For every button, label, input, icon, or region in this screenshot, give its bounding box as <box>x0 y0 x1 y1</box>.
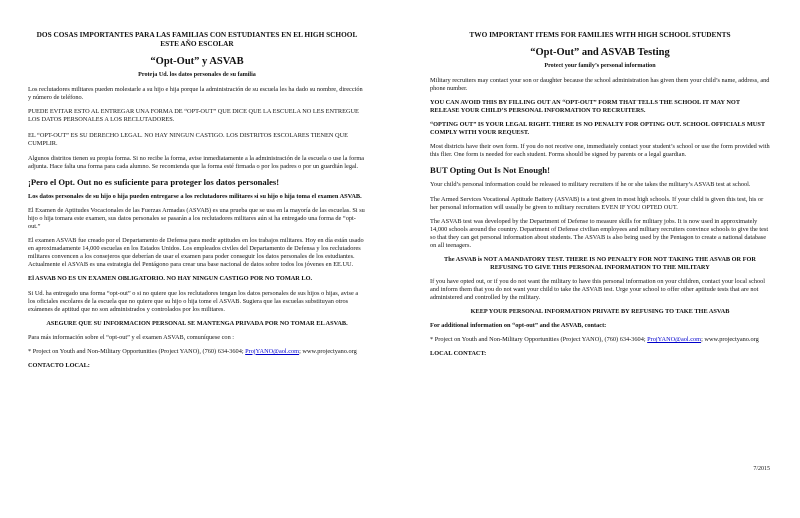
english-form-info: Most districts have their own form. If you do not receive one, immediately contact your student’s school or use the form provided with this flier. One form is needed for each student. Forms should be signed by parents or a legal guardian. <box>430 143 770 159</box>
spanish-not-mandatory: El ASVAB NO ES UN EXAMEN OBLIGATORIO. NO HAY NINGUN CASTIGO POR NO TOMAR LO. <box>28 275 313 283</box>
english-column <box>430 30 770 357</box>
spanish-keep-private: ASEGURE QUE SU INFORMACION PERSONAL SE MANTENGA PRIVADA POR NO TOMAR EL ASVAB. <box>46 319 348 327</box>
spanish-title: “Opt-Out” y ASVAB <box>150 56 244 68</box>
english-website-text: ; www.projectyano.org <box>701 336 759 344</box>
english-header: TWO IMPORTANT ITEMS FOR FAMILIES WITH HIGH SCHOOL STUDENTS <box>469 30 731 39</box>
english-legal-right: “OPTING OUT” IS YOUR LEGAL RIGHT. THERE IS NO PENALTY FOR OPTING OUT. SCHOOL OFFICIALS MUST COMPLY WITH YOUR REQUEST. <box>430 121 765 137</box>
english-asvab-history: The ASVAB test was developed by the Department of Defense to measure skills for military jobs. It is now used in approximately 14,000 schools around the country. Department of Defense civilian employees and military recruiters convince schools to give the test so that they can get personal information about students. The ASVAB is also being used by the Pentagon to create a national database on all teenagers. <box>430 217 769 249</box>
english-subtitle: Protect your family’s personal information <box>544 63 656 70</box>
english-asvab-description: The Armed Services Vocational Aptitude Battery (ASVAB) is a test given in most high schools. If your child is given this test, his or her personal information will usually be given to military recruiters EVEN IF YOU OPTED OUT. <box>430 195 764 211</box>
column-divider <box>398 20 399 500</box>
spanish-project-text: * Project on Youth and Non-Military Opportunities (Project YANO), (760) 634-3604; <box>28 347 246 355</box>
spanish-email-link[interactable]: ProjYANO@aol.com <box>245 347 300 355</box>
english-project-text: * Project on Youth and Non-Military Opportunities (Project YANO), (760) 634-3604; <box>430 336 648 344</box>
spanish-intro: Los reclutadores militares pueden molestarle a su hijo e hija porque la administración de su escuela les ha dado su nombre, dirección y número de teléfono. <box>28 86 363 102</box>
english-more-info: For additional information on “opt-out” and the ASVAB, contact: <box>430 322 607 330</box>
spanish-header: DOS COSAS IMPORTANTES PARA LAS FAMILIAS CON ESTUDIANTES EN EL HIGH SCHOOL ESTE AÑO ESCOLAR <box>36 30 358 49</box>
spanish-asvab-history: El examen ASVAB fue creado por el Departamento de Defensa para medir aptitudes en los trabajos militares. Hoy en día están usado en aproximadamente 14,000 escuelas en los Estados Unidos. Los empleados civiles del Departamento de Defensa y los reclutadores militares convencen a los consejeros que deberían de usar el examen para poder conseguir los datos personales de los estudiantes. Actualmente el ASVAB es una estrategia del Pentágono para crear una base nacional de datos sobre todos los jóvenes en EE.UU. <box>28 237 364 269</box>
spanish-asvab-description: El Examen de Aptitudes Vocacionales de las Fuerzas Armadas (ASVAB) es una prueba que se usa en la mayoría de las escuelas. Si su hijo o hija tomara este examen, sus datos personales se pasarán a los reclutadores militares aún si ha entregado una forma de “opt-out.” <box>28 207 365 231</box>
spanish-asvab-warning: Los datos personales de su hijo o hija pueden entregarse a los reclutadores militares si su hijo o hija toma el examen ASVAB. <box>28 193 362 201</box>
english-local-contact: LOCAL CONTACT: <box>430 350 487 358</box>
english-not-mandatory: The ASVAB is NOT A MANDATORY TEST. THERE IS NO PENALTY FOR NOT TAKING THE ASVAB OR FOR REFUSING TO GIVE THIS PERSONAL INFORMATION TO THE MILITARY <box>444 255 756 271</box>
spanish-more-info: Para más información sobre el “opt-out” y el examen ASVAB, comuníquese con : <box>28 333 235 341</box>
spanish-project-contact <box>28 348 366 356</box>
english-title: “Opt-Out” and ASVAB Testing <box>530 47 670 59</box>
print-date: 7/2015 <box>753 466 770 472</box>
english-email-link[interactable]: ProjYANO@aol.com <box>647 336 702 344</box>
spanish-form-info: Algunos distritos tienen su propia forma. Si no recibe la forma, avise inmediatamente a la administración de la escuela o use la forma adjunta. Hace falta una forma para cada alumno. Se recomienda que la forma esté firmada o por los padres o por un guardián legal. <box>28 155 365 171</box>
english-avoid-notice: YOU CAN AVOID THIS BY FILLING OUT AN “OPT-OUT” FORM THAT TELLS THE SCHOOL IT MAY NOT RELEASE YOUR CHILD’S PERSONAL INFORMATION TO RECRUITERS. <box>430 99 740 115</box>
spanish-website-text: ; www.projectyano.org <box>299 347 357 355</box>
spanish-avoid-notice: PUEDE EVITAR ESTO AL ENTREGAR UNA FORMA DE “OPT-OUT” QUE DICE QUE LA ESCUELA NO LES ENTREGUE LOS DATOS PERSONALES A LOS RECLUTADORES. <box>28 108 359 124</box>
spanish-subtitle: Proteja Ud. los datos personales de su familia <box>138 72 256 79</box>
english-intro: Military recruiters may contact your son or daughter because the school administration has given them your child’s name, address, and phone number. <box>430 77 770 93</box>
english-action: If you have opted out, or if you do not want the military to have this personal information on your children, contact your local school and inform them that you do not want your child to take the ASVAB test. Urge your school to offer other aptitude tests that are not administered and controlled by the military. <box>430 277 766 301</box>
spanish-legal-right: EL “OPT-OUT” ES SU DERECHO LEGAL. NO HAY NINGUN CASTIGO. LOS DISTRITOS ESCOLARES TIENEN QUE CUMPLIR. <box>28 131 348 147</box>
english-keep-private: KEEP YOUR PERSONAL INFORMATION PRIVATE BY REFUSING TO TAKE THE ASVAB <box>470 308 730 316</box>
spanish-column <box>28 30 366 369</box>
spanish-local-contact: CONTACTO LOCAL: <box>28 361 90 369</box>
english-project-contact <box>430 336 770 344</box>
spanish-action: Si Ud. ha entregado una forma “opt-out” o si no quiere que los reclutadores tengan los datos personales de sus hijos o hijas, avise a los oficiales escolares de la escuela que no quiere que su hijo o hija tome el ASVAB. Sugiera que las escuelas substituyan otros exámenes de aptitud que no son administrados y controlados por los militares. <box>28 289 359 313</box>
english-asvab-warning: Your child’s personal information could be released to military recruiters if he or she takes the military’s ASVAB test at school. <box>430 181 751 189</box>
spanish-section-heading: ¡Pero el Opt. Out no es suficiente para proteger los datos personales! <box>28 177 280 188</box>
english-section-heading: BUT Opting Out Is Not Enough! <box>430 165 550 176</box>
